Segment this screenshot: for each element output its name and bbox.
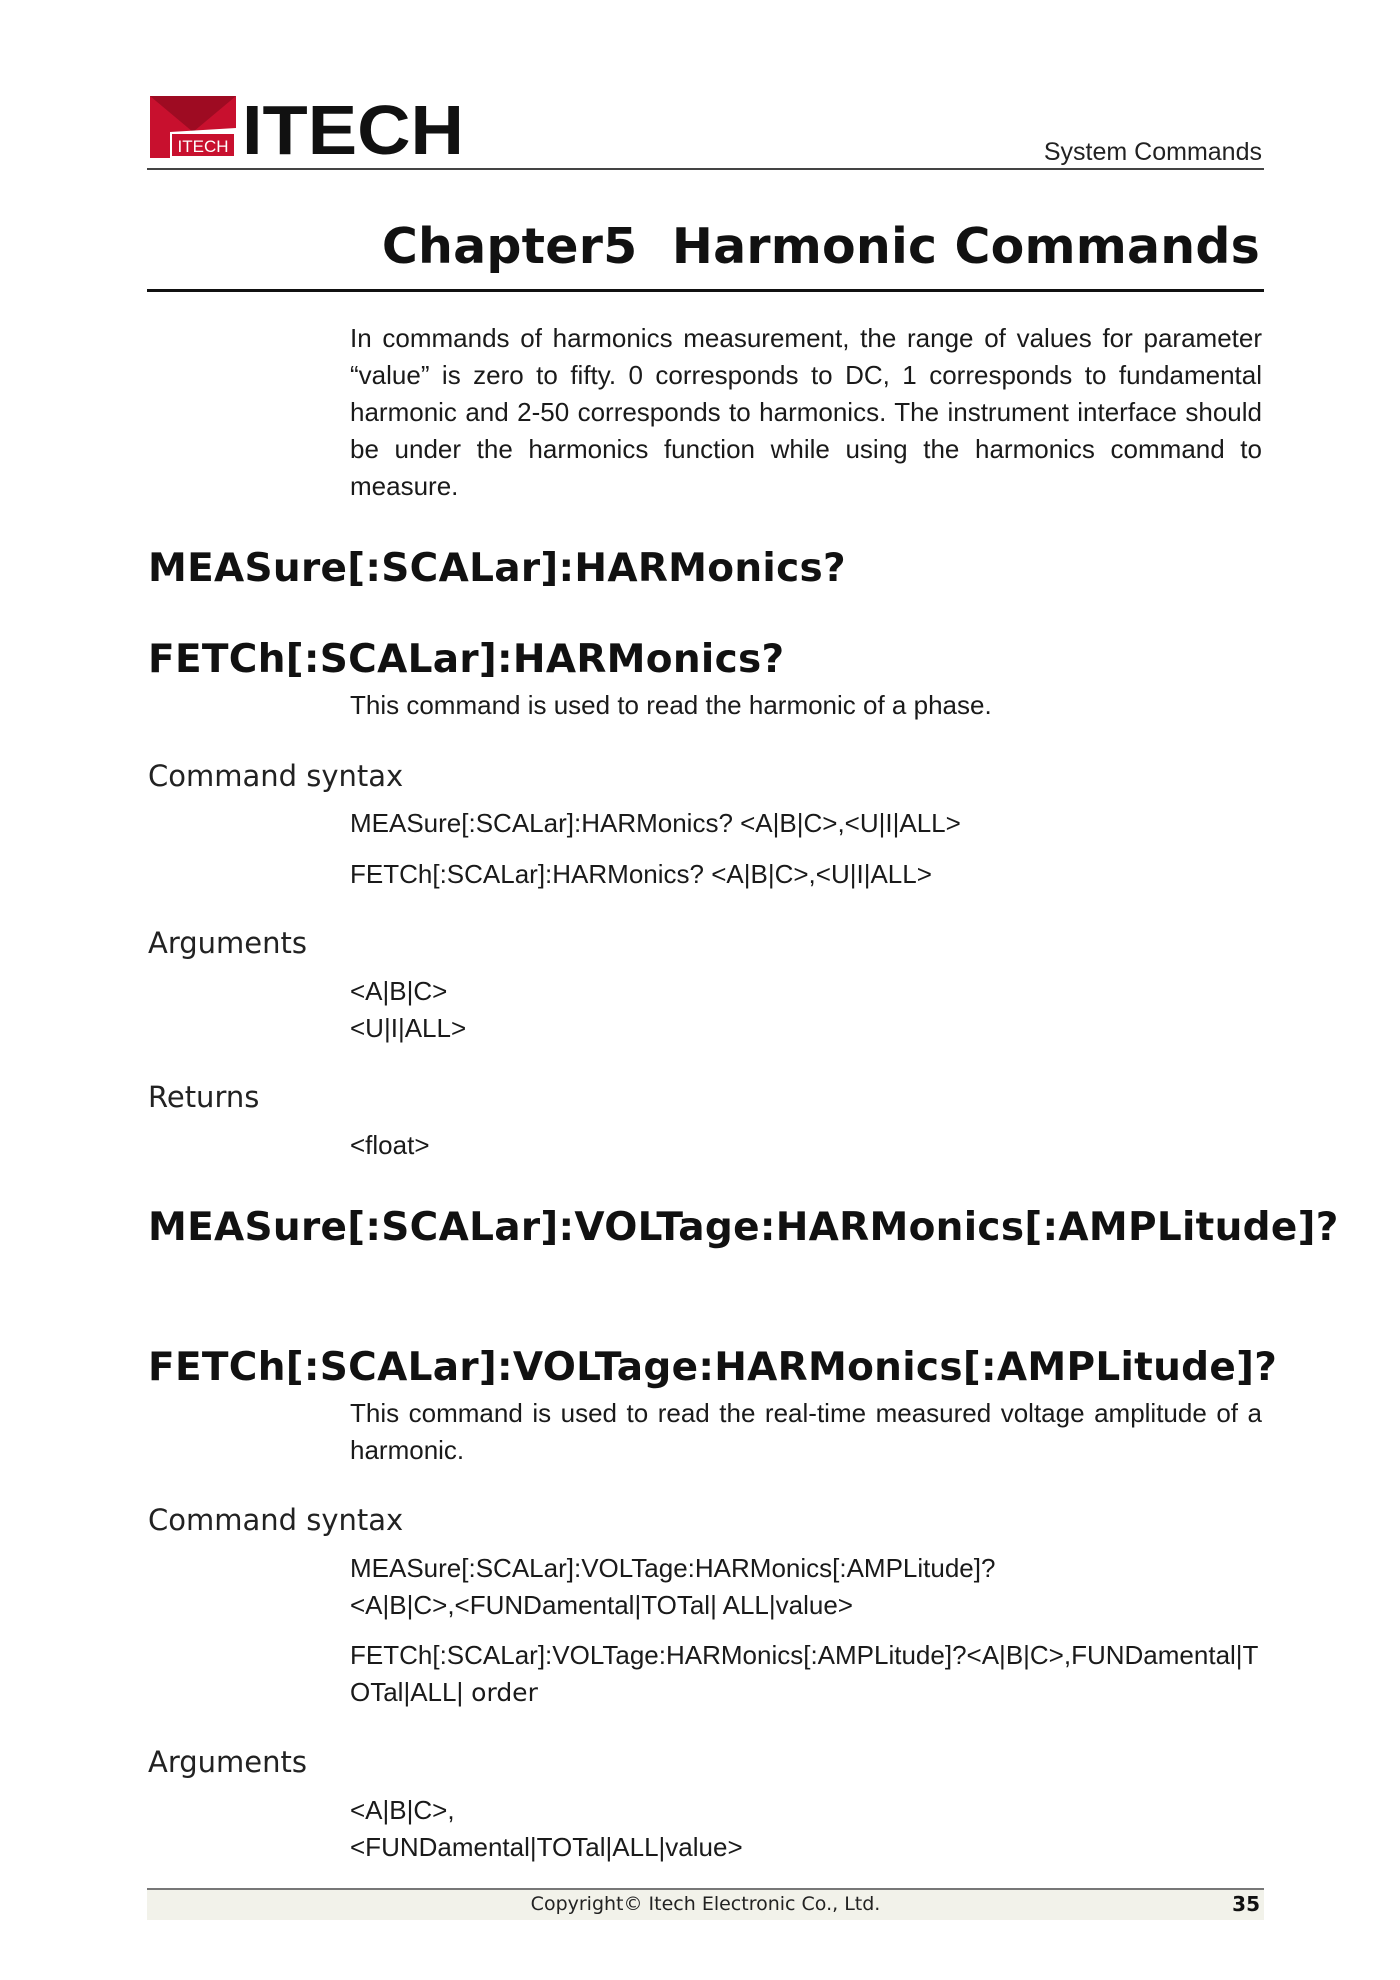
logo-wordmark: ITECH bbox=[242, 92, 464, 164]
syntax-fetch-line-2-order: order bbox=[463, 1678, 538, 1707]
header-divider bbox=[147, 168, 1264, 170]
page-number: 35 bbox=[1232, 1892, 1260, 1916]
section-1-syntax-label: Command syntax bbox=[148, 759, 404, 793]
section-2-syntax-fetch-line-2 bbox=[350, 1674, 1264, 1711]
chapter-name: Harmonic Commands bbox=[671, 218, 1260, 275]
section-1-heading-measure: MEASure[:SCALar]:HARMonics? bbox=[148, 546, 846, 591]
section-2-arguments-label: Arguments bbox=[148, 1745, 307, 1779]
section-1-arguments-label: Arguments bbox=[148, 926, 307, 960]
svg-text:ITECH: ITECH bbox=[177, 137, 229, 156]
itech-logo bbox=[148, 92, 468, 164]
intro-paragraph: In commands of harmonics measurement, the range of values for parameter “value” is zero to fifty. 0 corresponds to DC, 1 corresponds to fundamental harmonic and 2-50 corresponds to harmonics. The instrument interface should be under the harmonics function while using the harmonics command to measure. bbox=[350, 323, 1262, 501]
chapter-divider bbox=[147, 289, 1264, 292]
section-1-syntax-measure: MEASure[:SCALar]:HARMonics? <A|B|C>,<U|I|ALL> bbox=[350, 808, 961, 838]
footer-copyright: Copyright© Itech Electronic Co., Ltd. bbox=[530, 1893, 881, 1915]
section-1-argument-type: <U|I|ALL> bbox=[350, 1013, 467, 1043]
section-2-heading-fetch: FETCh[:SCALar]:VOLTage:HARMonics[:AMPLitude]? bbox=[148, 1345, 1278, 1390]
section-2-description: This command is used to read the real-time measured voltage amplitude of a harmonic. bbox=[350, 1398, 1262, 1465]
section-1-argument-phase: <A|B|C> bbox=[350, 976, 448, 1006]
section-2-argument-phase: <A|B|C>, bbox=[350, 1795, 455, 1825]
syntax-fetch-line-2-text: OTal|ALL| bbox=[350, 1677, 464, 1707]
section-2-syntax-label: Command syntax bbox=[148, 1503, 404, 1537]
section-1-heading-fetch: FETCh[:SCALar]:HARMonics? bbox=[148, 637, 785, 682]
section-1-description: This command is used to read the harmonic of a phase. bbox=[350, 690, 992, 720]
chapter-number: Chapter5 bbox=[381, 218, 638, 275]
logo-badge bbox=[150, 96, 236, 158]
section-1-returns-label: Returns bbox=[148, 1080, 260, 1114]
section-1-syntax-fetch: FETCh[:SCALar]:HARMonics? <A|B|C>,<U|I|ALL> bbox=[350, 859, 932, 889]
section-2-syntax-measure-line-2: <A|B|C>,<FUNDamental|TOTal| ALL|value> bbox=[350, 1590, 853, 1620]
section-1-returns-value: <float> bbox=[350, 1130, 430, 1160]
section-2-syntax-fetch-line-1: FETCh[:SCALar]:VOLTage:HARMonics[:AMPLitude]?<A|B|C>,FUNDamental|T bbox=[350, 1640, 1259, 1670]
chapter-title bbox=[300, 218, 1260, 275]
section-2-syntax-measure-line-1: MEASure[:SCALar]:VOLTage:HARMonics[:AMPLitude]? bbox=[350, 1553, 996, 1583]
running-head: System Commands bbox=[1043, 138, 1262, 166]
section-2-argument-type: <FUNDamental|TOTal|ALL|value> bbox=[350, 1832, 743, 1862]
section-2-heading-measure: MEASure[:SCALar]:VOLTage:HARMonics[:AMPLitude]? bbox=[148, 1205, 1339, 1250]
